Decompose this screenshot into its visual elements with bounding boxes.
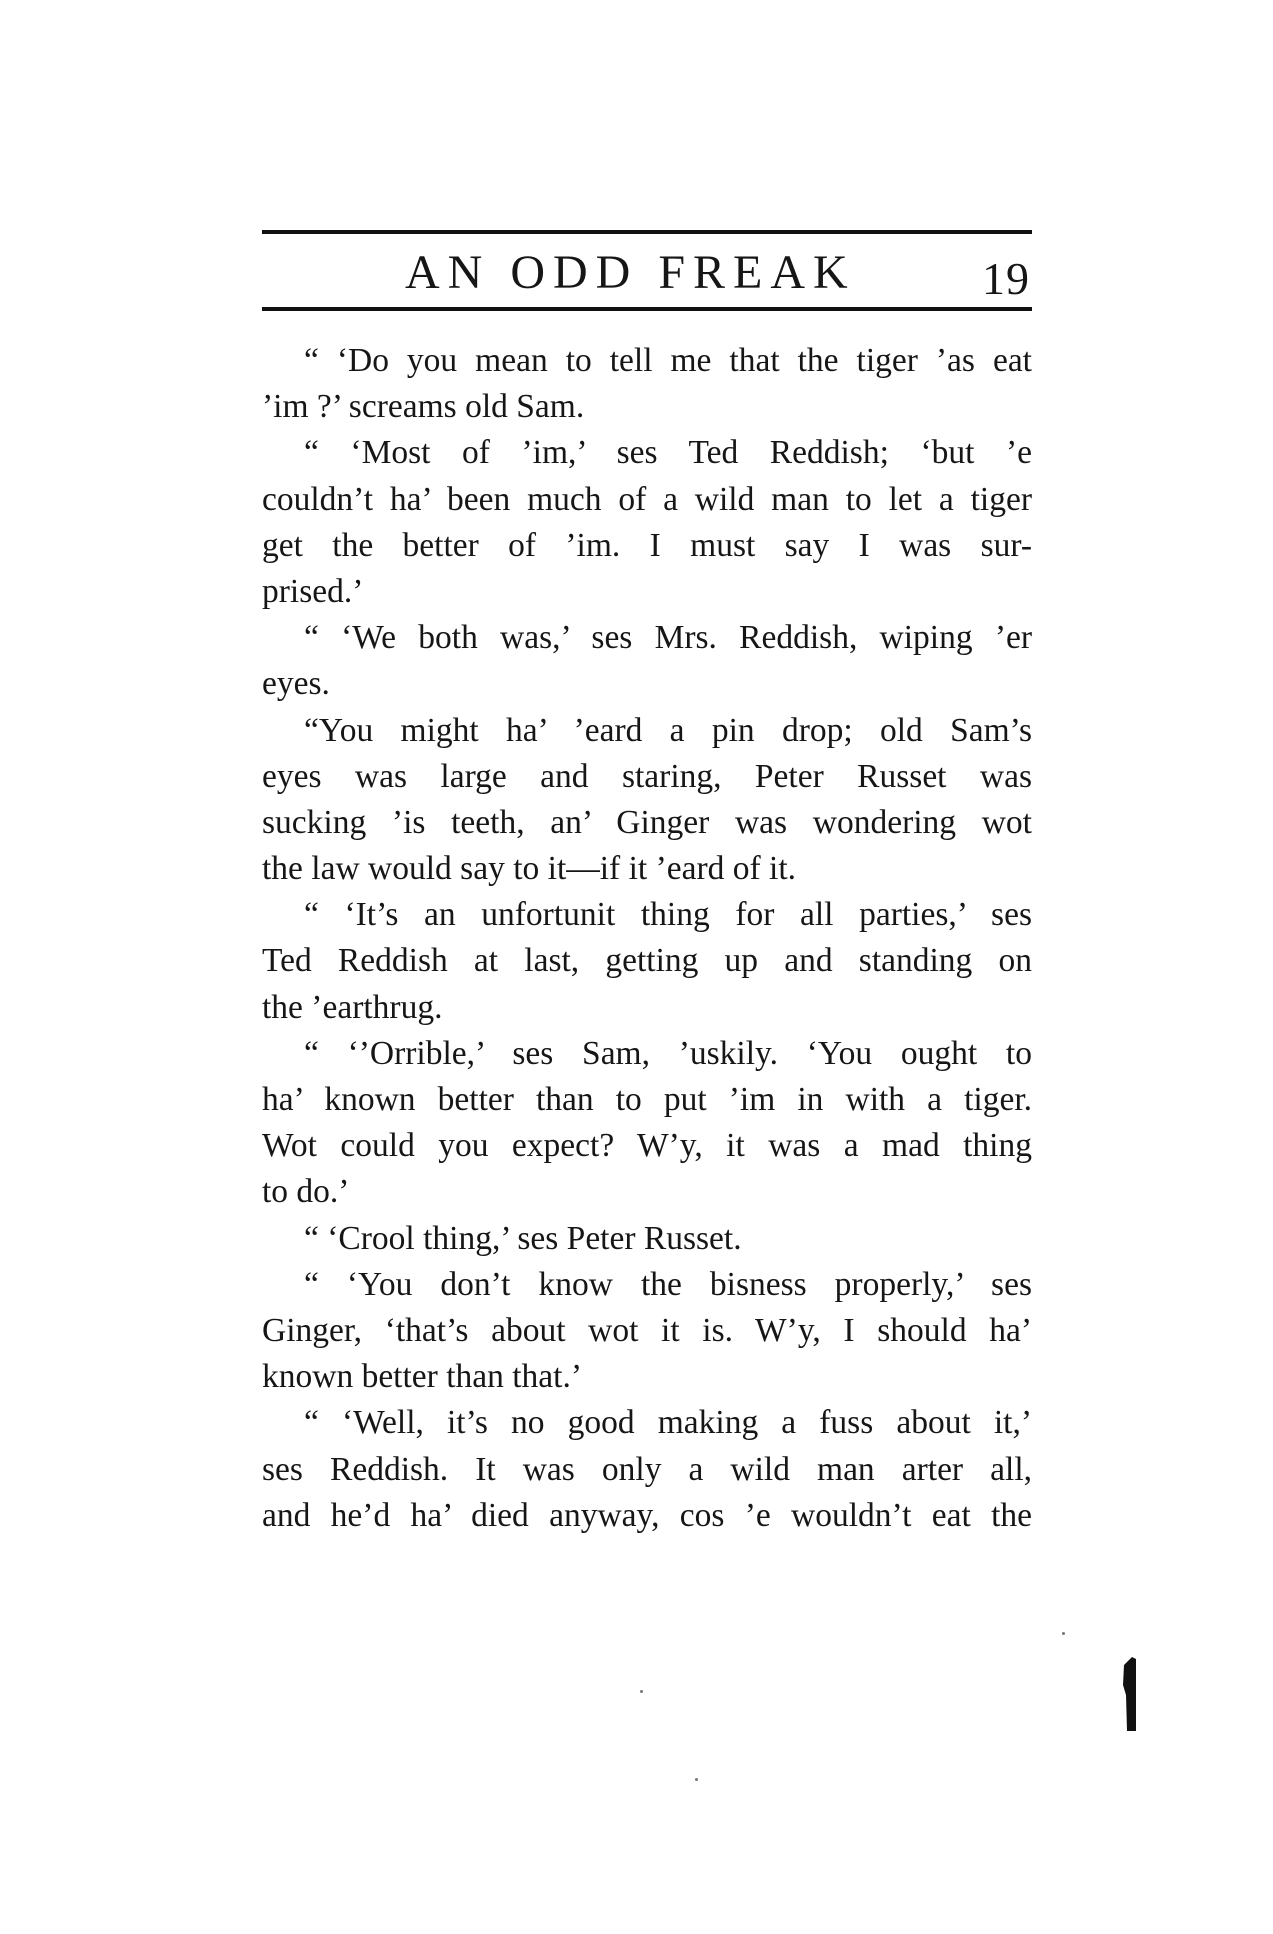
text-line: “ ‘You don’t know the bisness properly,’ ses	[304, 1265, 1032, 1303]
header-bottom-rule	[262, 307, 1032, 311]
page-number: 19	[982, 253, 1030, 304]
text-line: prised.’	[262, 572, 364, 610]
text-line: Wot could you expect? W’y, it was a mad thing	[262, 1127, 1032, 1165]
text-line: couldn’t ha’ been much of a wild man to let a tiger	[262, 480, 1032, 518]
text-line: get the better of ’im. I must say I was sur-	[262, 526, 1032, 564]
text-line: eyes was large and staring, Peter Russet was	[262, 757, 1032, 795]
body-text	[262, 338, 1032, 1539]
text-line: “ ‘It’s an unfortunit thing for all parties,’ ses	[304, 896, 1032, 934]
text-line: ses Reddish. It was only a wild man arter all,	[262, 1450, 1032, 1488]
text-line: ’im ?’ screams old Sam.	[262, 388, 585, 426]
text-line: “You might ha’ ’eard a pin drop; old Sam’s	[304, 711, 1032, 749]
text-line: ha’ known better than to put ’im in with a tiger.	[262, 1081, 1032, 1118]
text-line: and he’d ha’ died anyway, cos ’e wouldn’t eat the	[262, 1496, 1032, 1534]
text-line: “ ‘’Orrible,’ ses Sam, ’uskily. ‘You ought to	[304, 1034, 1032, 1072]
text-line: “ ‘Most of ’im,’ ses Ted Reddish; ‘but ’e	[304, 434, 1032, 472]
scan-speck	[695, 1778, 698, 1781]
scan-speck	[640, 1690, 643, 1693]
text-line: the ’earthrug.	[262, 988, 443, 1026]
text-line: sucking ’is teeth, an’ Ginger was wondering wot	[262, 803, 1032, 841]
text-line: Ted Reddish at last, getting up and standing on	[262, 942, 1032, 980]
scan-speck	[1062, 1632, 1065, 1635]
text-line: “ ‘Crool thing,’ ses Peter Russet.	[304, 1219, 742, 1257]
header-top-rule	[262, 230, 1032, 234]
text-line: the law would say to it—if it ’eard of it.	[262, 850, 797, 888]
scan-edge-mark	[1120, 1655, 1140, 1733]
text-line: to do.’	[262, 1173, 350, 1211]
text-line: eyes.	[262, 665, 330, 703]
text-line: “ ‘We both was,’ ses Mrs. Reddish, wiping ’er	[304, 619, 1032, 657]
text-line: known better than that.’	[262, 1358, 583, 1396]
text-line: Ginger, ‘that’s about wot it is. W’y, I should ha’	[262, 1311, 1032, 1349]
text-line: “ ‘Well, it’s no good making a fuss about it,’	[304, 1404, 1032, 1442]
running-title: AN ODD FREAK	[405, 246, 856, 299]
page-header	[262, 241, 1032, 304]
text-line: “ ‘Do you mean to tell me that the tiger ’as eat	[304, 342, 1032, 379]
